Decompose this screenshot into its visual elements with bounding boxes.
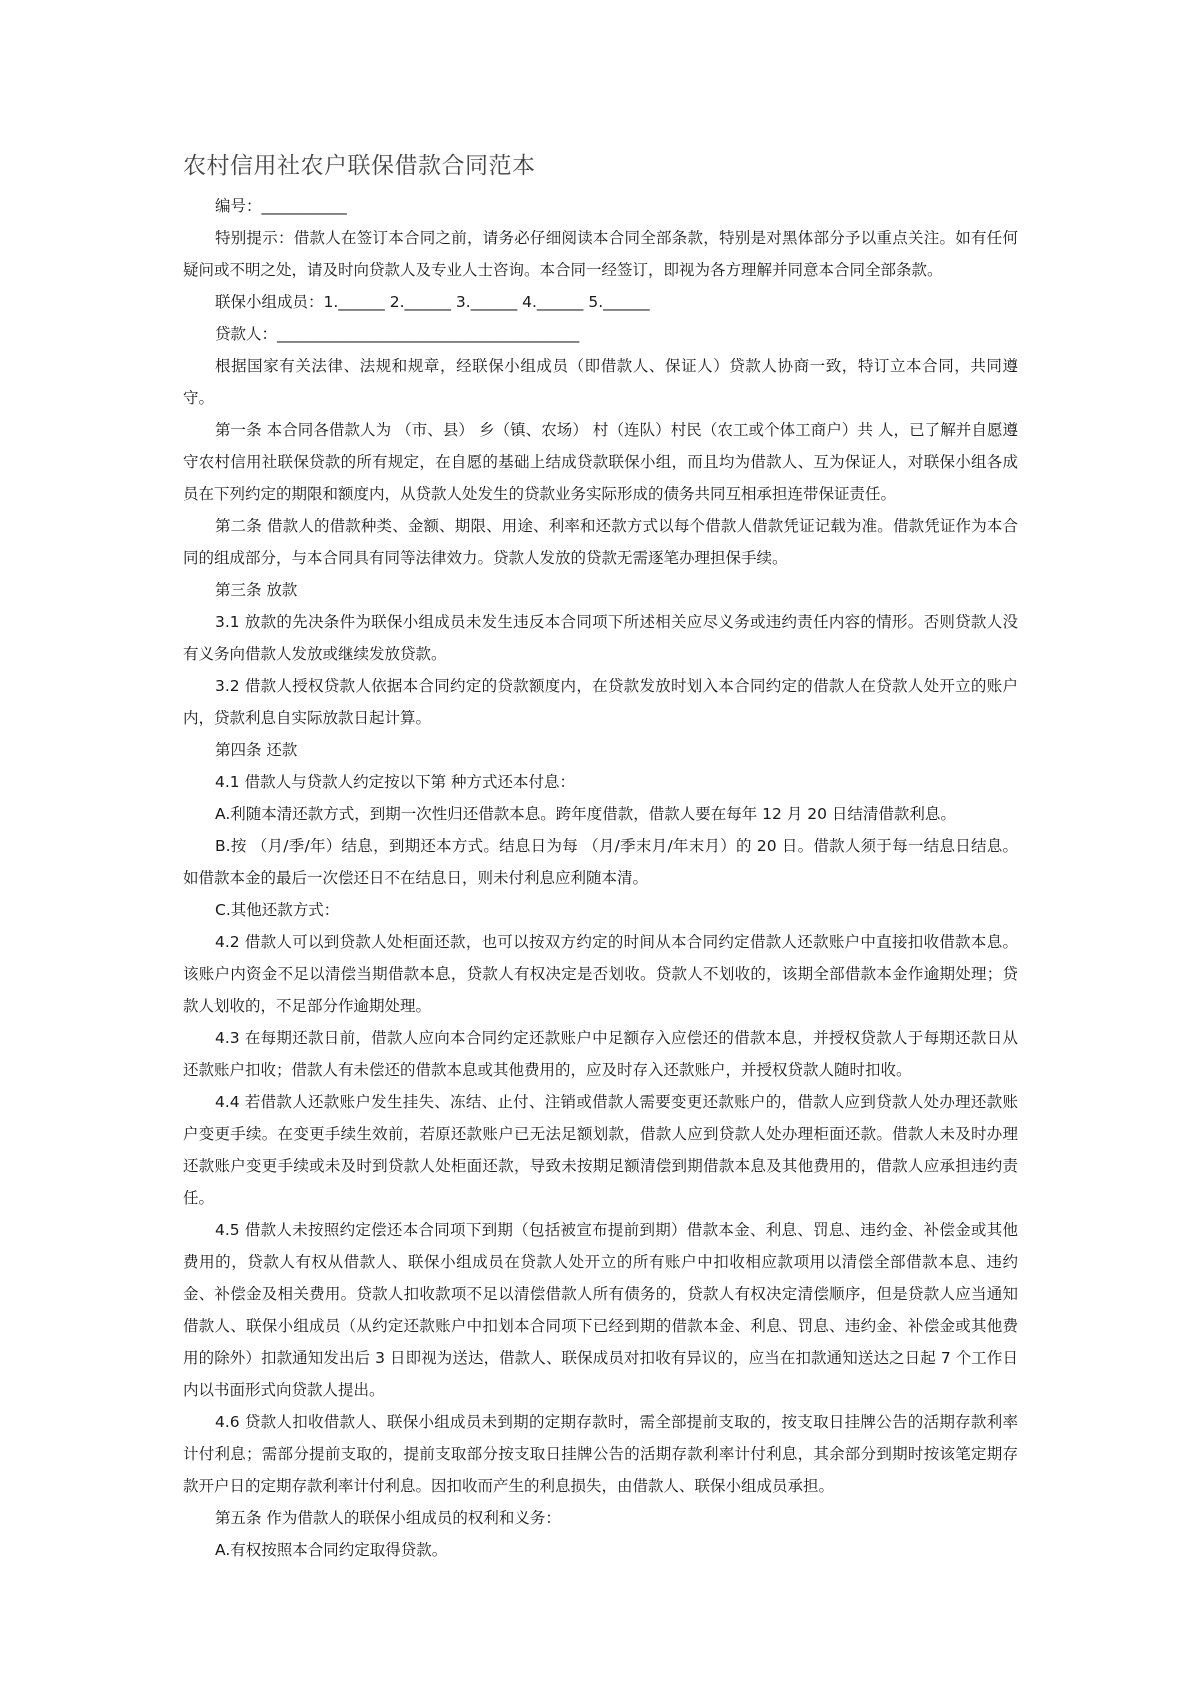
document-title: 农村信用社农户联保借款合同范本 <box>183 153 536 179</box>
clause-4-5-paragraph: 4.5 借款人未按照约定偿还本合同项下到期（包括被宣布提前到期）借款本金、利息、罚息、违约金、补偿金或其他费用的，贷款人有权从借款人、联保小组成员在贷款人处开立的所有账户中扣收相应款项用以清偿全部借款本息、违约金、补偿金及相关费用。贷款人扣收款项不足以清偿借款人所有债务的，贷款人有权决定清偿顺序，但是贷款人应当通知借款人、联保小组成员（从约定还款账户中扣划本合同项下已经到期的借款本金、利息、罚息、违约金、补偿金或其他费用的除外）扣款通知发出后 3 日即视为送达，借款人、联保成员对扣收有异议的，应当在扣款通知送达之日起 7 个工作日内以书面形式向贷款人提出。 <box>183 1221 1018 1399</box>
special-notice-paragraph: 特别提示：借款人在签订本合同之前，请务必仔细阅读本合同全部条款，特别是对黑体部分予以重点关注。如有任何疑问或不明之处，请及时向贷款人及专业人士咨询。本合同一经签订，即视为各方理解并同意本合同全部条款。 <box>183 229 1018 279</box>
article-4-heading: 第四条 还款 <box>215 741 298 759</box>
clause-4-1-paragraph: 4.1 借款人与贷款人约定按以下第 种方式还本付息： <box>215 773 576 791</box>
article-2-paragraph: 第二条 借款人的借款种类、金额、期限、用途、利率和还款方式以每个借款人借款凭证记载为准。借款凭证作为本合同的组成部分，与本合同具有同等法律效力。贷款人发放的贷款无需逐笔办理担保手续。 <box>183 517 1018 567</box>
contract-page <box>183 140 1018 1566</box>
option-b-paragraph: B.按 （月/季/年）结息，到期还本方式。结息日为每 （月/季末月/年末月）的 20 日。借款人须于每一结息日结息。如借款本金的最后一次偿还日不在结息日，则未付利息应利随本清。 <box>183 837 1018 887</box>
preamble-paragraph: 根据国家有关法律、法规和规章，经联保小组成员（即借款人、保证人）贷款人协商一致，特订立本合同，共同遵守。 <box>183 357 1018 407</box>
clause-4-2-paragraph: 4.2 借款人可以到贷款人处柜面还款，也可以按双方约定的时间从本合同约定借款人还款账户中直接扣收借款本息。该账户内资金不足以清偿当期借款本息，贷款人有权决定是否划收。贷款人不划收的，该期全部借款本金作逾期处理；贷款人划收的，不足部分作逾期处理。 <box>183 933 1018 1015</box>
option-c-paragraph: C.其他还款方式： <box>215 901 340 919</box>
article-1-paragraph: 第一条 本合同各借款人为 （市、县） 乡（镇、农场） 村（连队）村民（农工或个体工商户）共 人，已了解并自愿遵守农村信用社联保贷款的所有规定，在自愿的基础上结成贷款联保小组，而且均为借款人、互为保证人，对联保小组各成员在下列约定的期限和额度内，从贷款人处发生的贷款业务实际形成的债务共同互相承担连带保证责任。 <box>183 421 1018 503</box>
lender-line: 贷款人：_______________________________________ <box>215 325 580 343</box>
clause-3-2-paragraph: 3.2 借款人授权贷款人依据本合同约定的贷款额度内，在贷款发放时划入本合同约定的借款人在贷款人处开立的账户内，贷款利息自实际放款日起计算。 <box>183 677 1018 727</box>
clause-4-3-paragraph: 4.3 在每期还款日前，借款人应向本合同约定还款账户中足额存入应偿还的借款本息，并授权贷款人于每期还款日从还款账户扣收；借款人有未偿还的借款本息或其他费用的，应及时存入还款账户，并授权贷款人随时扣收。 <box>183 1029 1018 1079</box>
group-members-line: 联保小组成员：1.______ 2.______ 3.______ 4.______ 5.______ <box>215 293 650 311</box>
clause-4-6-paragraph: 4.6 贷款人扣收借款人、联保小组成员未到期的定期存款时，需全部提前支取的，按支取日挂牌公告的活期存款利率计付利息；需部分提前支取的，提前支取部分按支取日挂牌公告的活期存款利率计付利息，其余部分到期时按该笔定期存款开户日的定期存款利率计付利息。因扣收而产生的利息损失，由借款人、联保小组成员承担。 <box>183 1413 1018 1495</box>
article-5-heading: 第五条 作为借款人的联保小组成员的权利和义务： <box>215 1509 561 1527</box>
clause-4-4-paragraph: 4.4 若借款人还款账户发生挂失、冻结、止付、注销或借款人需要变更还款账户的，借款人应到贷款人处办理还款账户变更手续。在变更手续生效前，若原还款账户已无法足额划款，借款人应到贷款人处办理柜面还款。借款人未及时办理还款账户变更手续或未及时到贷款人处柜面还款，导致未按期足额清偿到期借款本息及其他费用的，借款人应承担违约责任。 <box>183 1093 1018 1207</box>
option-a-paragraph: A.利随本清还款方式，到期一次性归还借款本息。跨年度借款，借款人要在每年 12 月 20 日结清借款利息。 <box>215 805 956 823</box>
contract-number-line: 编号：___________ <box>215 197 347 215</box>
clause-3-1-paragraph: 3.1 放款的先决条件为联保小组成员未发生违反本合同项下所述相关应尽义务或违约责任内容的情形。否则贷款人没有义务向借款人发放或继续发放贷款。 <box>183 613 1018 663</box>
article-3-heading: 第三条 放款 <box>215 581 298 599</box>
article-5-item-a: A.有权按照本合同约定取得贷款。 <box>215 1541 448 1559</box>
